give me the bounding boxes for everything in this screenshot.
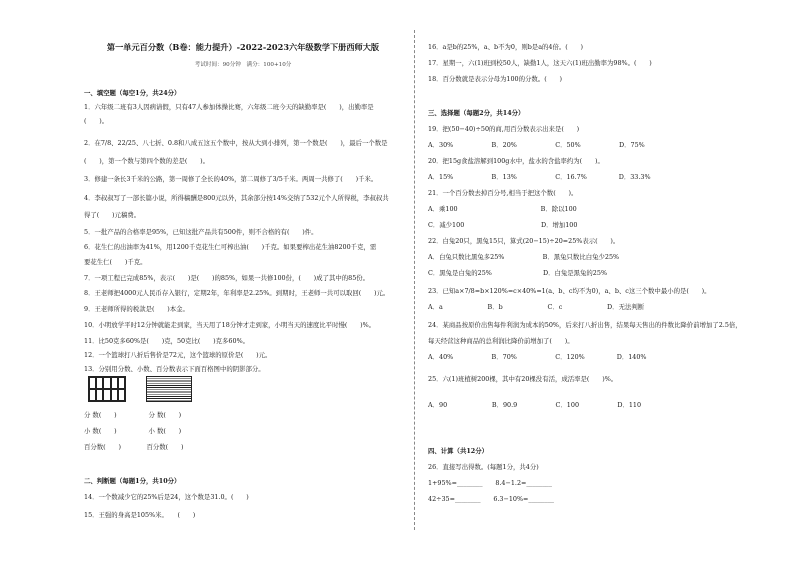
question-line: 1．六年级二班有3人因病请假，只有47人参加体操比赛，六年级二班今天的缺勤率是( )，出勤率是 <box>84 103 374 111</box>
question-line: 14．一个数减少它的25%后是24，这个数是31.0。( ) <box>84 493 249 501</box>
question-line: 15．王强的身高是105%米。 ( ) <box>84 511 196 519</box>
question-line: A．40% B．70% C．120% D．140% <box>428 353 647 361</box>
question-line: 4．李叔叔写了一部长篇小说，所得稿酬是800元以外，其余部分按14%交纳了532元个人所得税，李叔叔共 <box>84 194 389 202</box>
column-divider <box>414 30 415 530</box>
question-line: ( )，第一个数与第四个数的差是( )。 <box>84 157 210 165</box>
question-line: A．a B．b C．c D．无法判断 <box>428 303 645 311</box>
question-line: 1+95%=________ 8.4−1.2=________ <box>428 479 552 487</box>
question-line: 6．花生仁的出油率为41%，用1200千克花生仁可榨出油( )千克。如果要榨出花生油8200千克，需 <box>84 243 377 251</box>
question-line: 每天经营这种商品的总利润比降价前增加了( )。 <box>428 337 574 345</box>
question-line: A．90 B．90.9 C．100 D．110 <box>428 401 642 409</box>
question-line: 17．星期一，六(1)班到校50人，缺勤1人，这天六(1)班出勤率为98%。( ) <box>428 59 652 67</box>
question-line: 13．分别用分数、小数、百分数表示下面百格图中的阴影部分。 <box>84 365 265 373</box>
question-line: 25．六(1)班植树200棵，其中有20棵没有活，成活率是( )%。 <box>428 375 618 383</box>
question-line: 要花生仁( )千克。 <box>84 258 147 266</box>
question-line: 9．王老师所得的税款是( )本金。 <box>84 305 189 313</box>
question-line: 得了( )元稿费。 <box>84 211 141 219</box>
question-line: 18．百分数就是表示分母为100的分数。( ) <box>428 75 562 83</box>
question-line: 小 数( ) 小 数( ) <box>84 427 182 435</box>
question-line: 12．一个篮球打八折后售价是72元，这个篮球的原价是( )元。 <box>84 351 272 359</box>
question-line: 11．比50克多60%是( )克，50克比( )克多60%。 <box>84 337 250 345</box>
question-line: 21．一个百分数去掉百分号,相当于把这个数( )。 <box>428 189 578 197</box>
question-line: 16．a是b的25%，a、b不为0，则b是a的4倍。( ) <box>428 43 584 51</box>
striped-grid-image <box>146 376 192 402</box>
question-line: 26．直接写出得数。(每题1分，共4分) <box>428 463 539 471</box>
question-line: 20．把15g食盐溶解到100g水中，盐水的含盐率约为( )。 <box>428 157 604 165</box>
question-line: C．减少100 D．增加100 <box>428 221 578 229</box>
question-line: 19．把(50−40)÷50的商,用百分数表示出来是( ) <box>428 125 580 133</box>
question-line: A．15% B．13% C．16.7% D．33.3% <box>428 173 651 181</box>
section-heading: 一、填空题（每空1分，共24分） <box>84 89 181 97</box>
question-line: ( )。 <box>84 117 109 125</box>
question-line: 2．在7/8、22/25、八七折、0.8和八成五这五个数中，按从大到小排列，第一个数是( )，最后一个数是 <box>84 139 388 147</box>
question-line: A．白兔只数比黑兔多25% B．黑兔只数比白兔少25% <box>428 253 620 261</box>
question-line: A．30% B．20% C．50% D．75% <box>428 141 645 149</box>
question-line: 7．一项工程已完成85%，表示( )是( )的85%，如果一共修100份，( )成了其中的85份。 <box>84 274 370 282</box>
question-line: 8．王老师把4000元人民币存入银行，定期2年，年利率是2.25%。到期时，王老师一共可以取回( )元。 <box>84 289 390 297</box>
page-subtitle: 考试时间：90分钟 满分：100+10分 <box>194 62 292 68</box>
question-line: 分 数( ) 分 数( ) <box>84 411 182 419</box>
section-heading: 二、判断题（每题1分，共10分） <box>84 477 181 485</box>
question-line: 24．某商品按原价出售每件利润为成本的50%，后来打八折出售，结果每天售出的件数比降价前增加了2.5倍， <box>428 321 742 329</box>
question-line: 23．已知a×7/8=b×120%=c×40%=1(a、b、c均不为0)，a、b、c这三个数中最小的是( )。 <box>428 287 711 295</box>
question-line: A．乘100 B．除以100 <box>428 205 577 213</box>
question-line: 百分数( ) 百分数( ) <box>84 443 184 451</box>
question-line: 5．一批产品的合格率是95%，已知这批产品共有500件，则不合格的有( )件。 <box>84 228 318 236</box>
page-title: 第一单元百分数（B卷：能力提升）-2022-2023六年级数学下册西师大版 <box>106 42 380 52</box>
question-line: 22．白兔20只，黑兔15只，算式(20−15)÷20=25%表示( )。 <box>428 237 620 245</box>
section-heading: 三、选择题（每题2分，共14分） <box>428 109 525 117</box>
question-line: 42÷35=________ 6.3−10%=________ <box>428 495 554 503</box>
question-line: 3．修建一条长3千米的公路，第一周修了全长的40%，第二周修了3/5千米。两周一共修了( )千米。 <box>84 175 378 183</box>
section-heading: 四、计算（共12分） <box>428 447 489 455</box>
question-line: C．黑兔是白兔的25% D．白兔是黑兔的25% <box>428 269 608 277</box>
question-line: 10．小明放学平时12分钟就能走到家，当天用了18分钟才走到家，小明当天的速度比平时慢( )%。 <box>84 321 376 329</box>
hundred-grid-image <box>88 376 126 402</box>
